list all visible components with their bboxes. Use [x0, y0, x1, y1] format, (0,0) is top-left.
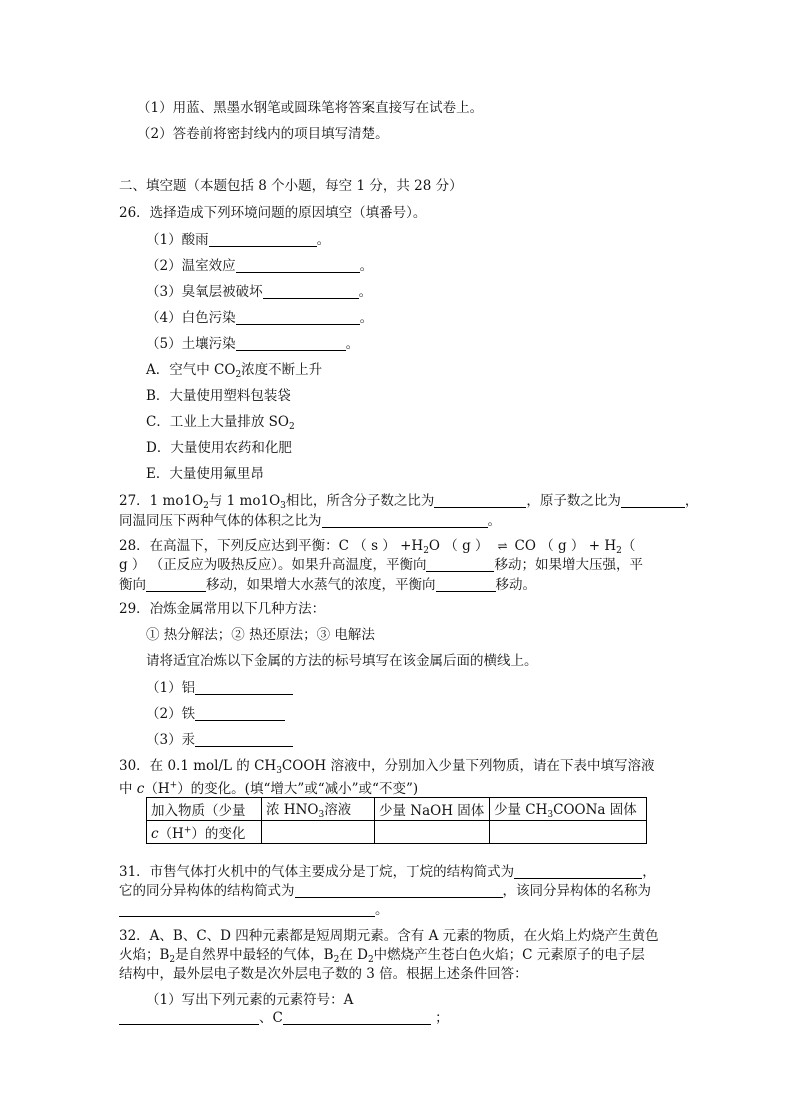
q26-answer-3[interactable] — [263, 284, 359, 299]
q30-header-3-sub: 3 — [547, 810, 554, 820]
q27-text-2: 与 1 mo1O — [208, 493, 281, 509]
q30-table — [146, 797, 647, 844]
q32-line-4: （1）写出下列元素的元素符号：A — [146, 992, 354, 1008]
q27-text-3: 相比，所含分子数之比为 — [285, 493, 435, 509]
q29-stem: 29．冶炼金属常用以下几种方法： — [119, 601, 326, 617]
q32-line-5 — [119, 1006, 449, 1026]
q30-line-1 — [119, 754, 654, 776]
q26-option-c-sub: 2 — [288, 422, 295, 432]
q26-option-a — [146, 358, 322, 380]
q30-header-3-a: 少量 CH — [494, 802, 548, 818]
q32-line-2-sub-3: 2 — [367, 955, 374, 965]
q30-line-2-b: （H — [144, 781, 170, 797]
q26-answer-5[interactable] — [236, 336, 346, 351]
q30-line-2-plus: + — [169, 780, 178, 791]
q30-header-0: 加入物质（少量 — [147, 798, 262, 821]
q26-item-5 — [146, 332, 359, 352]
q30-row-label-plus: + — [183, 825, 192, 836]
q26-item-3-end: 。 — [358, 284, 373, 300]
section-title: 二、填空题（本题包括 8 个小题，每空 1 分，共 28 分） — [119, 178, 463, 194]
q30-line-1-a: 30．在 0.1 mol/L 的 CH — [119, 758, 277, 774]
q30-line-1-sub: 3 — [276, 766, 282, 776]
q28-line-2 — [119, 553, 643, 573]
q30-line-2 — [119, 777, 418, 797]
q29-answer-3[interactable] — [195, 732, 293, 747]
q32-line-2-c: 在 D — [339, 947, 368, 963]
q30-line-1-b: COOH 溶液中，分别加入少量下列物质，请在下表中填写溶液 — [281, 758, 655, 774]
q29-metal-2-label: （2）铁 — [146, 706, 196, 722]
q26-answer-2[interactable] — [236, 258, 360, 273]
q32-line-5-b: ； — [435, 1010, 449, 1026]
q26-item-1-label: （1）酸雨 — [146, 232, 209, 248]
q28-text-3: CO （ g ） + H — [514, 538, 617, 554]
q26-option-d: D．大量使用农药和化肥 — [146, 440, 292, 456]
q26-item-2-label: （2）温室效应 — [146, 258, 236, 274]
q27-text-4: ，原子数之比为 — [526, 493, 621, 509]
q26-item-3 — [146, 280, 372, 300]
q31-answer-1[interactable] — [514, 864, 642, 879]
q28-line-2-a: g ） （正反应为吸热反应）。如果升高温度，平衡向 — [119, 557, 427, 573]
q30-header-1 — [262, 798, 375, 821]
q28-line-2-b: 移动；如果增大压强，平 — [494, 557, 643, 573]
q26-option-e: E．大量使用氟里昂 — [146, 466, 264, 482]
q32-line-2-d: 中燃烧产生苍白色火焰；C 元素原子的电子层 — [373, 947, 645, 963]
q26-item-3-label: （3）臭氧层被破坏 — [146, 284, 263, 300]
q31-line-1-a: 31．市售气体打火机中的气体主要成分是丁烷，丁烷的结构简式为 — [119, 864, 515, 880]
q30-line-2-c-text: ）的变化。(填“增大”或“减小”或“不变”) — [177, 781, 419, 797]
q30-row-label-c-text: ）的变化 — [191, 826, 246, 842]
q26-item-2 — [146, 254, 373, 274]
q30-row-label — [147, 821, 262, 844]
q30-line-2-a: 中 — [119, 781, 133, 797]
q28-text-1: 28．在高温下，下列反应达到平衡：C （ s ） +H — [119, 538, 424, 554]
q28-line-3-b: 移动，如果增大水蒸气的浓度，平衡向 — [206, 577, 436, 593]
q28-text-4: （ — [621, 538, 636, 554]
q26-item-1-end: 。 — [316, 232, 331, 248]
q27-text-5: ， — [684, 493, 699, 509]
q29-answer-1[interactable] — [195, 680, 293, 695]
q26-option-a-sub: 2 — [235, 370, 242, 380]
q30-header-1-a: 浓 HNO — [266, 802, 319, 818]
q26-item-2-end: 。 — [359, 258, 374, 274]
q31-line-3-end: 。 — [375, 902, 389, 918]
q29-methods: ① 热分解法；② 热还原法；③ 电解法 — [146, 627, 375, 643]
note-2: （2）答卷前将密封线内的项目填写清楚。 — [137, 126, 389, 142]
q30-answer-3[interactable] — [490, 821, 647, 844]
q32-line-3: 结构中，最外层电子数是次外层电子数的 3 倍。根据上述条件回答： — [119, 966, 528, 982]
q26-option-b: B．大量使用塑料包装袋 — [146, 388, 291, 404]
q31-line-2 — [119, 879, 651, 899]
q28-line-3-a: 衡向 — [119, 577, 146, 593]
q27-answer-3[interactable] — [322, 513, 488, 528]
q27-answer-2[interactable] — [621, 493, 685, 508]
equilibrium-arrow-icon: ⇌ — [497, 539, 506, 553]
q29-metal-1 — [146, 676, 293, 696]
note-1: （1）用蓝、黑墨水钢笔或圆珠笔将答案直接写在试卷上。 — [137, 100, 484, 116]
q26-option-c-text: C．工业上大量排放 SO — [146, 414, 289, 430]
q26-option-a-text: A．空气中 CO — [146, 362, 236, 378]
q29-instruction: 请将适宜冶炼以下金属的方法的标号填写在该金属后面的横线上。 — [146, 653, 538, 669]
q32-line-2-sub-2: 2 — [333, 955, 340, 965]
table-row — [147, 798, 647, 821]
q32-line-2-b: 是自然界中最轻的气体，B — [175, 947, 334, 963]
q32-line-1: 32．A、B、C、D 四种元素都是短周期元素。含有 A 元素的物质，在火焰上灼烧产生黄色 — [119, 928, 659, 944]
q26-stem: 26．选择造成下列环境问题的原因填空（填番号）。 — [119, 205, 427, 221]
q32-line-2-a: 火焰；B — [119, 947, 170, 963]
q26-answer-1[interactable] — [209, 232, 317, 247]
q26-item-4 — [146, 306, 373, 326]
q28-answer-3[interactable] — [436, 577, 496, 592]
q32-line-2-sub-1: 2 — [169, 955, 176, 965]
q30-row-label-b: （H — [158, 826, 184, 842]
q28-text-2: O （ g ） — [428, 538, 489, 554]
q27-text-1: 27．1 mo1O — [119, 493, 204, 509]
q28-answer-2[interactable] — [146, 577, 206, 592]
q26-answer-4[interactable] — [236, 310, 360, 325]
q29-answer-2[interactable] — [195, 706, 285, 721]
q26-item-4-label: （4）白色污染 — [146, 310, 236, 326]
q30-header-1-b: 溶液 — [324, 802, 352, 818]
q28-sub-1: 2 — [423, 546, 429, 556]
q29-metal-3 — [146, 728, 293, 748]
q30-header-1-sub: 3 — [318, 810, 325, 820]
q30-header-2: 少量 NaOH 固体 — [375, 798, 490, 821]
q29-metal-2 — [146, 702, 285, 722]
q31-answer-3[interactable] — [119, 902, 375, 917]
q26-option-c — [146, 410, 295, 432]
q30-header-3-b: COONa 固体 — [553, 802, 637, 818]
q32-line-5-a: 、C — [259, 1010, 283, 1026]
q30-line-2-c: c — [136, 781, 145, 797]
q27-line-2 — [119, 509, 501, 529]
q27-sub-2: 3 — [280, 501, 286, 511]
q31-answer-2[interactable] — [295, 883, 503, 898]
q31-line-1 — [119, 860, 656, 880]
q31-line-3 — [119, 898, 389, 918]
q32-answer-a[interactable] — [119, 1010, 259, 1025]
q26-item-4-end: 。 — [359, 310, 374, 326]
q30-header-3 — [490, 798, 647, 821]
table-row — [147, 821, 647, 844]
q30-row-label-c: c — [151, 826, 159, 842]
q26-item-5-end: 。 — [345, 336, 360, 352]
q28-sub-2: 2 — [616, 546, 622, 556]
q29-metal-1-label: （1）铝 — [146, 680, 196, 696]
q31-line-2-b: ，该同分异构体的名称为 — [502, 883, 651, 899]
q27-end: 。 — [487, 513, 501, 529]
q28-line-3-c: 移动。 — [495, 577, 536, 593]
q32-answer-c[interactable] — [283, 1010, 431, 1025]
q29-metal-3-label: （3）汞 — [146, 732, 196, 748]
q26-item-1 — [146, 228, 330, 248]
q31-line-1-b: ， — [642, 864, 656, 880]
q27-answer-1[interactable] — [434, 493, 526, 508]
q26-item-5-label: （5）土壤污染 — [146, 336, 236, 352]
q28-answer-1[interactable] — [426, 557, 494, 572]
q31-line-2-a: 它的同分异构体的结构简式为 — [119, 883, 295, 899]
q28-line-3 — [119, 573, 536, 593]
q27-line-2-text: 同温同压下两种气体的体积之比为 — [119, 513, 322, 529]
q26-option-a-post: 浓度不断上升 — [241, 362, 323, 378]
q30-answer-2[interactable] — [375, 821, 490, 844]
q27-sub-1: 2 — [203, 501, 209, 511]
q27-line-1 — [119, 489, 698, 511]
q30-answer-1[interactable] — [262, 821, 375, 844]
